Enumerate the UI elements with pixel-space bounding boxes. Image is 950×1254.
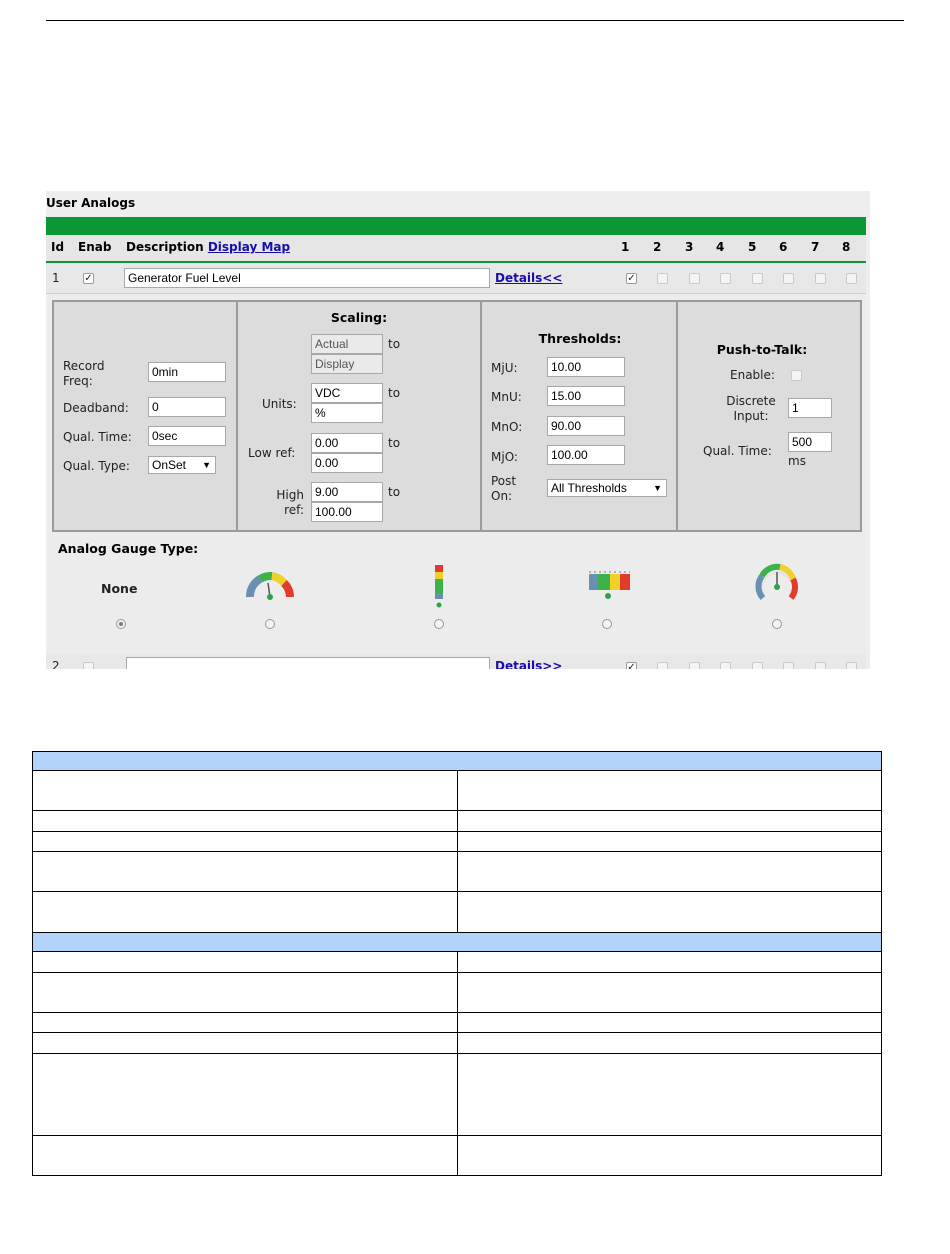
description-label: Description: [126, 240, 204, 254]
col-point-2: 2: [653, 240, 662, 254]
point-8-checkbox[interactable]: [846, 662, 857, 669]
col-enab-header: Enab: [78, 240, 112, 254]
qual-type-select[interactable]: [148, 456, 216, 474]
ptt-enable-checkbox[interactable]: [791, 370, 802, 381]
mju-label: MjU:: [491, 361, 518, 375]
qual-time-input[interactable]: 0sec: [148, 426, 226, 446]
dropdown-arrow-icon: ▼: [653, 483, 662, 493]
display-map-link[interactable]: Display Map: [207, 240, 291, 254]
col-point-8: 8: [842, 240, 851, 254]
table-row: [33, 892, 882, 933]
dial-gauge-icon: [754, 560, 800, 606]
discrete-input-label: Discrete Input:: [726, 394, 776, 423]
col-point-7: 7: [811, 240, 820, 254]
mnu-input[interactable]: 15.00: [547, 386, 625, 406]
record-panel: [52, 300, 238, 532]
push-to-talk-panel: [676, 300, 862, 532]
point-4-checkbox[interactable]: [720, 273, 731, 284]
mjo-input[interactable]: 100.00: [547, 445, 625, 465]
mno-input[interactable]: 90.00: [547, 416, 625, 436]
gauge-none-radio[interactable]: [116, 619, 126, 629]
description-input[interactable]: [126, 657, 490, 669]
point-3-checkbox[interactable]: [689, 662, 700, 669]
post-on-label: Post On:: [491, 474, 517, 503]
point-5-checkbox[interactable]: [752, 662, 763, 669]
deadband-input[interactable]: 0: [148, 397, 226, 417]
qual-type-label: Qual. Type:: [63, 459, 130, 473]
qual-type-value: OnSet: [152, 458, 187, 472]
record-freq-label: Record Freq:: [63, 359, 105, 388]
details-toggle-link[interactable]: Details<<: [495, 271, 563, 285]
table-row: [33, 811, 882, 832]
discrete-input-field[interactable]: 1: [788, 398, 832, 418]
gauge-horizontal-bar-radio[interactable]: [602, 619, 612, 629]
units-display-input[interactable]: %: [311, 403, 383, 423]
row-id: 1: [52, 271, 60, 285]
reference-table: [32, 751, 882, 1176]
units-label: Units:: [262, 397, 297, 411]
col-point-5: 5: [748, 240, 757, 254]
enable-checkbox[interactable]: ✓: [84, 273, 93, 284]
description-input[interactable]: Generator Fuel Level: [124, 268, 490, 288]
col-point-6: 6: [779, 240, 788, 254]
post-on-select[interactable]: [547, 479, 667, 497]
to-label: to: [388, 337, 401, 351]
to-label: to: [388, 485, 401, 499]
table-row: [46, 654, 866, 669]
scaling-title: Scaling:: [330, 310, 388, 325]
point-3-checkbox[interactable]: [689, 273, 700, 284]
col-point-3: 3: [685, 240, 694, 254]
table-row: [33, 952, 882, 973]
to-label: to: [388, 436, 401, 450]
table-row: [46, 263, 866, 294]
low-ref-label: Low ref:: [248, 446, 296, 460]
gauge-semicircle-radio[interactable]: [265, 619, 275, 629]
low-ref-display-input[interactable]: 0.00: [311, 453, 383, 473]
point-4-checkbox[interactable]: [720, 662, 731, 669]
push-to-talk-title: Push-to-Talk:: [716, 342, 808, 357]
point-6-checkbox[interactable]: [783, 273, 794, 284]
vertical-bar-gauge-icon: [430, 563, 450, 611]
green-header-bar: [46, 217, 866, 235]
point-1-checkbox[interactable]: ✓: [626, 662, 637, 669]
section-title: User Analogs: [46, 196, 136, 210]
gauge-none-label: None: [101, 581, 138, 596]
col-point-4: 4: [716, 240, 725, 254]
dropdown-arrow-icon: ▼: [202, 460, 211, 470]
units-actual-input[interactable]: VDC: [311, 383, 383, 403]
table-row: [33, 771, 882, 811]
qual-time-label: Qual. Time:: [63, 430, 132, 444]
point-2-checkbox[interactable]: [657, 662, 668, 669]
point-8-checkbox[interactable]: [846, 273, 857, 284]
table-row: [33, 1033, 882, 1054]
post-on-value: All Thresholds: [551, 481, 627, 495]
horizontal-bar-gauge-icon: [587, 564, 633, 608]
table-section-header: [33, 933, 882, 952]
ptt-qual-time-label: Qual. Time:: [703, 444, 772, 458]
user-analogs-screenshot: [46, 191, 870, 669]
thresholds-panel: [480, 300, 678, 532]
low-ref-actual-input[interactable]: 0.00: [311, 433, 383, 453]
ptt-qual-time-input[interactable]: 500: [788, 432, 832, 452]
enable-label: Enable:: [730, 368, 775, 382]
table-row: [33, 1054, 882, 1136]
page-header-rule: [46, 20, 904, 21]
display-header: Display: [311, 354, 383, 374]
mju-input[interactable]: 10.00: [547, 357, 625, 377]
row-id: 2: [52, 659, 60, 669]
table-header-row: [46, 235, 866, 263]
actual-header: Actual: [311, 334, 383, 354]
point-6-checkbox[interactable]: [783, 662, 794, 669]
mjo-label: MjO:: [491, 450, 518, 464]
point-7-checkbox[interactable]: [815, 662, 826, 669]
thresholds-title: Thresholds:: [538, 331, 622, 346]
scaling-panel: [236, 300, 482, 532]
col-description-header: [126, 240, 290, 254]
mnu-label: MnU:: [491, 390, 522, 404]
mno-label: MnO:: [491, 420, 523, 434]
details-panel: [48, 294, 866, 669]
table-row: [33, 832, 882, 852]
to-label: to: [388, 386, 401, 400]
point-2-checkbox[interactable]: [657, 273, 668, 284]
table-section-header: [33, 752, 882, 771]
details-toggle-link[interactable]: Details>>: [495, 659, 563, 669]
point-5-checkbox[interactable]: [752, 273, 763, 284]
table-row: [33, 1013, 882, 1033]
high-ref-actual-input[interactable]: 9.00: [311, 482, 383, 502]
table-row: [33, 973, 882, 1013]
table-row: [33, 852, 882, 892]
point-1-checkbox[interactable]: ✓: [627, 273, 636, 284]
gauge-vertical-bar-radio[interactable]: [434, 619, 444, 629]
record-freq-input[interactable]: 0min: [148, 362, 226, 382]
deadband-label: Deadband:: [63, 401, 129, 415]
semicircle-gauge-icon: [246, 563, 294, 601]
ptt-qual-time-unit: ms: [788, 454, 806, 468]
col-id-header: Id: [51, 240, 65, 254]
table-row: [33, 1136, 882, 1176]
high-ref-display-input[interactable]: 100.00: [311, 502, 383, 522]
enable-checkbox[interactable]: [83, 662, 94, 669]
gauge-dial-radio[interactable]: [772, 619, 782, 629]
point-7-checkbox[interactable]: [815, 273, 826, 284]
analog-gauge-type-title: Analog Gauge Type:: [58, 541, 199, 556]
col-point-1: 1: [621, 240, 630, 254]
high-ref-label: High ref:: [276, 488, 304, 517]
